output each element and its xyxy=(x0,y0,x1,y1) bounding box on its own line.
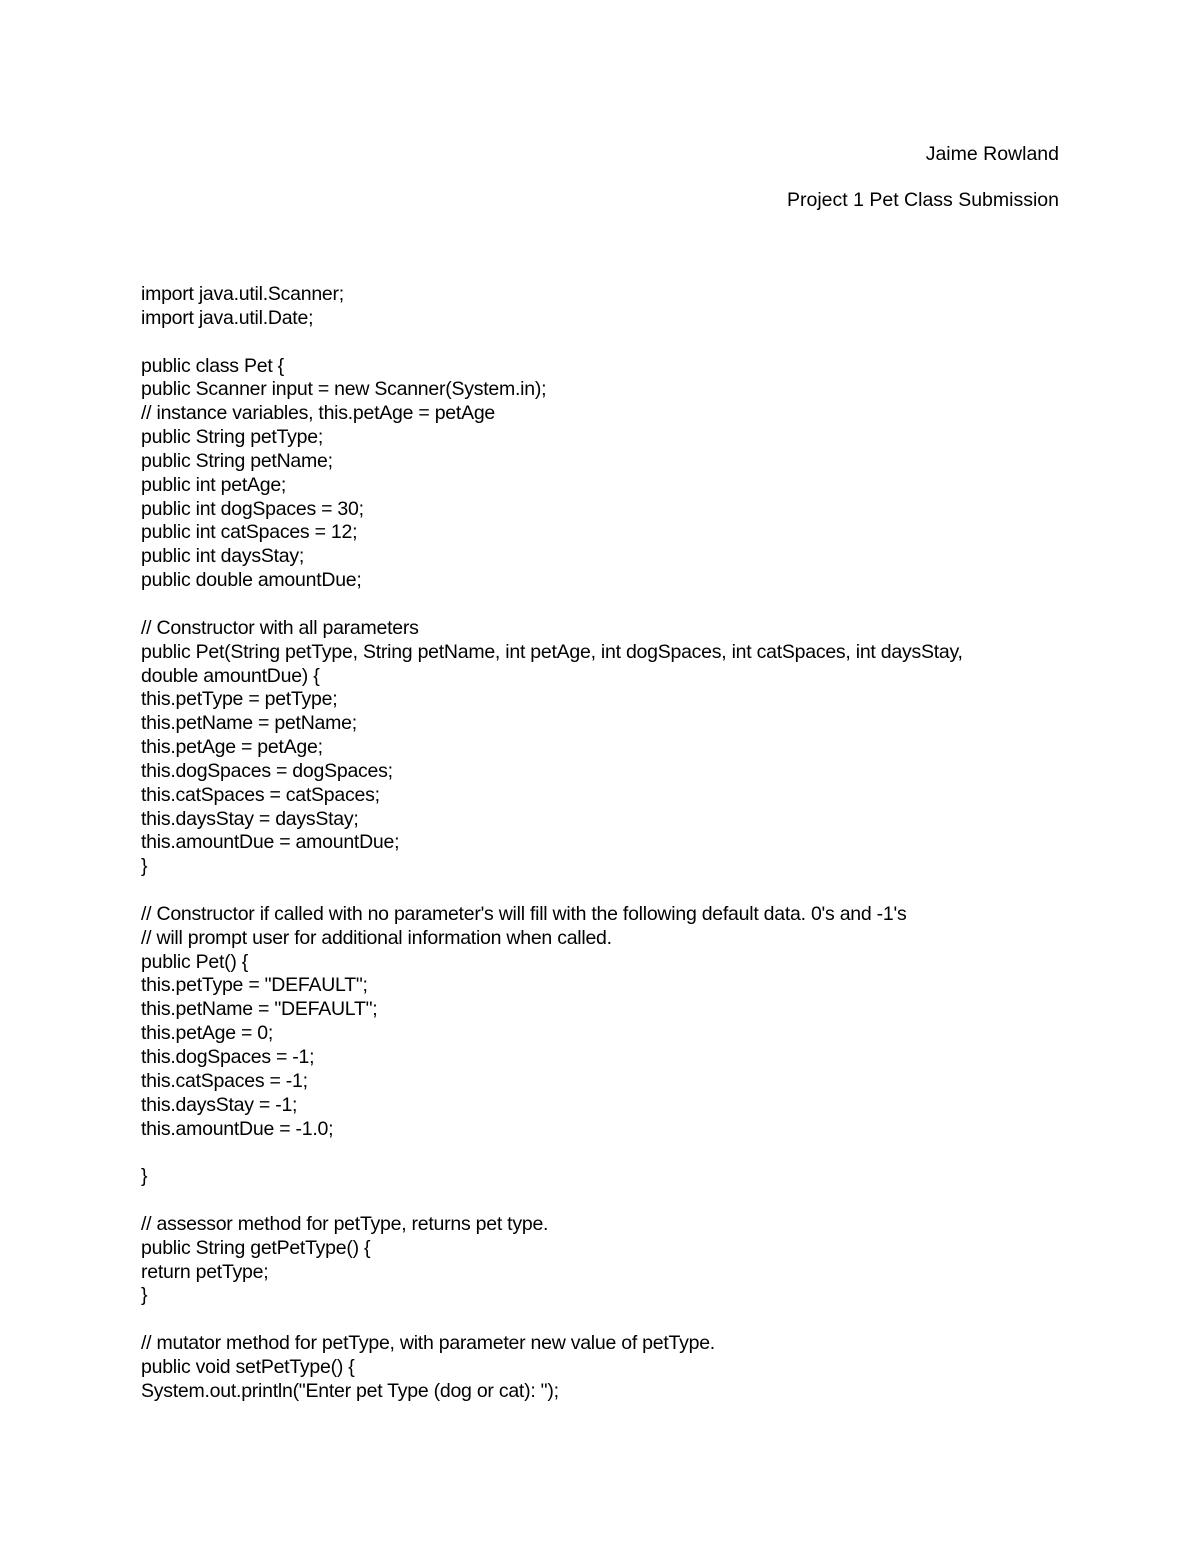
code-line: public String petName; xyxy=(141,449,333,472)
code-line: import java.util.Scanner; xyxy=(141,283,344,305)
code-line: // will prompt user for additional information when called. xyxy=(141,926,612,949)
code-line: public int petAge; xyxy=(141,473,287,496)
code-listing xyxy=(141,283,1071,1404)
code-line: System.out.println("Enter pet Type (dog or cat): "); xyxy=(141,1379,559,1402)
code-line: // Constructor if called with no parameter's will fill with the following default data. 0's and -1's xyxy=(141,902,907,925)
code-line: public int daysStay; xyxy=(141,545,305,568)
code-line: } xyxy=(141,1284,148,1307)
code-line xyxy=(141,1308,1071,1332)
code-line: this.catSpaces = -1; xyxy=(141,1069,308,1092)
code-line xyxy=(141,1189,1071,1213)
code-line: this.daysStay = -1; xyxy=(141,1093,298,1116)
code-line: this.amountDue = amountDue; xyxy=(141,831,400,854)
code-line xyxy=(141,1141,1071,1165)
code-line: // instance variables, this.petAge = petAge xyxy=(141,402,496,425)
code-line: public Scanner input = new Scanner(System.in); xyxy=(141,378,547,401)
code-line: } xyxy=(141,1165,148,1188)
code-line: this.petName = petName; xyxy=(141,712,357,735)
code-line: this.petType = petType; xyxy=(141,688,338,711)
document-title: Project 1 Pet Class Submission xyxy=(786,189,1059,211)
code-line xyxy=(141,593,1071,617)
code-line: public Pet(String petType, String petName, int petAge, int dogSpaces, int catSpaces, int daysStay, xyxy=(141,640,963,663)
code-line: public Pet() { xyxy=(141,950,249,973)
code-line: public class Pet { xyxy=(141,354,284,377)
code-line: this.catSpaces = catSpaces; xyxy=(141,783,380,806)
code-line: this.petAge = 0; xyxy=(141,1022,274,1045)
code-line: public String petType; xyxy=(141,426,324,449)
code-line: this.petType = "DEFAULT"; xyxy=(141,974,368,997)
code-line: public int dogSpaces = 30; xyxy=(141,497,364,520)
code-line: public void setPetType() { xyxy=(141,1355,355,1378)
code-line: public String getPetType() { xyxy=(141,1236,371,1259)
code-line: this.amountDue = -1.0; xyxy=(141,1117,334,1140)
code-line xyxy=(141,331,1071,355)
code-line: return petType; xyxy=(141,1260,269,1283)
code-line: this.petName = "DEFAULT"; xyxy=(141,998,378,1021)
code-line: double amountDue) { xyxy=(141,664,320,687)
code-line: // Constructor with all parameters xyxy=(141,616,419,639)
code-line: public int catSpaces = 12; xyxy=(141,521,358,544)
code-line: this.dogSpaces = -1; xyxy=(141,1046,315,1068)
code-line xyxy=(141,879,1071,903)
code-line: // assessor method for petType, returns pet type. xyxy=(141,1212,549,1235)
code-line: import java.util.Date; xyxy=(141,306,314,329)
code-line: this.daysStay = daysStay; xyxy=(141,807,359,830)
author-name: Jaime Rowland xyxy=(925,143,1059,165)
code-line: this.dogSpaces = dogSpaces; xyxy=(141,759,393,782)
code-line: this.petAge = petAge; xyxy=(141,736,323,759)
code-line: public double amountDue; xyxy=(141,569,362,592)
code-line: // mutator method for petType, with parameter new value of petType. xyxy=(141,1332,715,1355)
code-line: } xyxy=(141,855,148,878)
